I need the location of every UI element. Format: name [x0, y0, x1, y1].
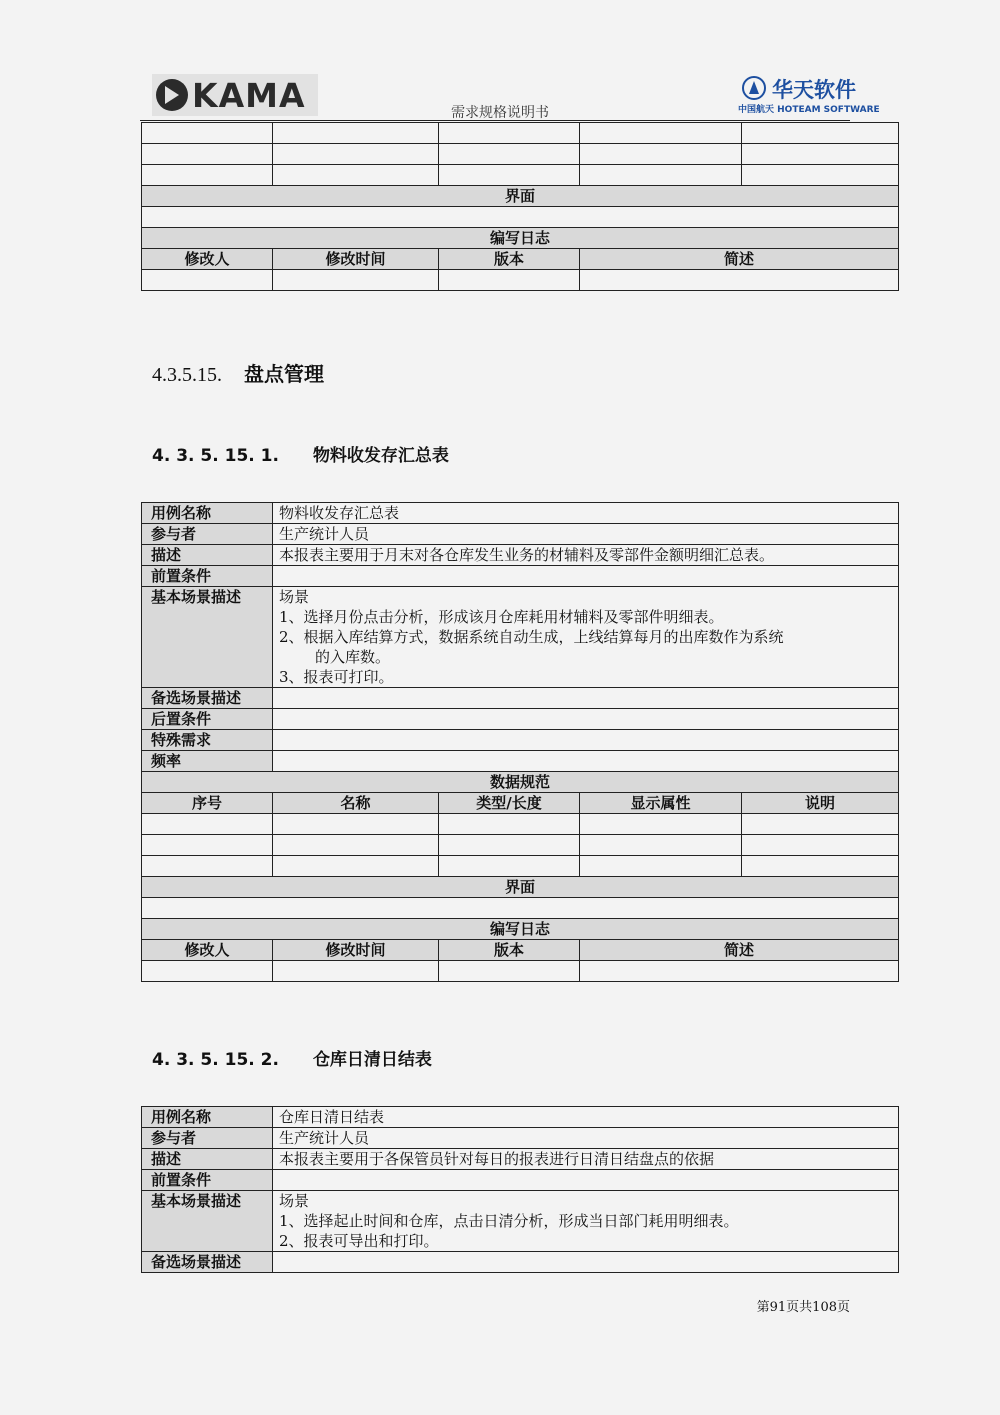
- use-case-table-2: [141, 1106, 899, 1273]
- hoteam-logo-text: 华天软件: [772, 78, 856, 102]
- scenario-step: 1、选择月份点击分析，形成该月仓库耗用材辅料及零部件明细表。: [279, 608, 724, 626]
- log-header-summary: 简述: [580, 940, 899, 961]
- log-header-time: 修改时间: [273, 249, 439, 270]
- table-row: [142, 270, 899, 291]
- subsection-heading-1: [152, 441, 449, 466]
- table-row: [142, 961, 899, 982]
- label-use-case-name: 用例名称: [142, 1107, 273, 1128]
- subsection-title: 仓库日清日结表: [312, 1050, 432, 1070]
- scenario-title: 场景: [279, 1192, 310, 1210]
- spec-header-display: 显示属性: [580, 793, 742, 814]
- label-basic-scenario: 基本场景描述: [142, 587, 273, 688]
- log-header-editor: 修改人: [142, 249, 273, 270]
- scenario-title: 场景: [279, 588, 310, 606]
- label-basic-scenario: 基本场景描述: [142, 1191, 273, 1252]
- table-row: [142, 165, 899, 186]
- label-description: 描述: [142, 1149, 273, 1170]
- table-row: [142, 123, 899, 144]
- label-precondition: 前置条件: [142, 566, 273, 587]
- continued-spec-table: [141, 122, 899, 291]
- scenario-step: 2、根据入库结算方式，数据系统自动生成，上线结算每月的出库数作为系统: [279, 628, 784, 646]
- log-header-editor: 修改人: [142, 940, 273, 961]
- section-heading: [152, 358, 324, 387]
- scenario-step: 2、报表可导出和打印。: [279, 1232, 439, 1250]
- log-section-header: 编写日志: [142, 919, 899, 940]
- value-actor: 生产统计人员: [273, 524, 899, 545]
- log-header-time: 修改时间: [273, 940, 439, 961]
- label-actor: 参与者: [142, 1128, 273, 1149]
- data-spec-header: 数据规范: [142, 772, 899, 793]
- use-case-table-1: [141, 502, 899, 982]
- log-header-version: 版本: [439, 249, 580, 270]
- header-divider: [140, 120, 850, 121]
- subsection-number: 4. 3. 5. 15. 2.: [152, 1050, 279, 1070]
- value-actor: 生产统计人员: [273, 1128, 899, 1149]
- label-postcondition: 后置条件: [142, 709, 273, 730]
- table-row: [142, 835, 899, 856]
- ui-section-header: 界面: [142, 186, 899, 207]
- log-header-summary: 简述: [580, 249, 899, 270]
- value-use-case-name: 仓库日清日结表: [273, 1107, 899, 1128]
- table-row: [142, 814, 899, 835]
- scenario-step: 1、选择起止时间和仓库，点击日清分析，形成当日部门耗用明细表。: [279, 1212, 739, 1230]
- value-use-case-name: 物料收发存汇总表: [273, 503, 899, 524]
- hoteam-logo: [738, 74, 880, 115]
- spec-header-type: 类型/长度: [439, 793, 580, 814]
- table-row: [142, 856, 899, 877]
- scenario-step: 3、报表可打印。: [279, 668, 394, 686]
- subsection-heading-2: [152, 1045, 432, 1070]
- value-basic-scenario: [273, 1191, 899, 1252]
- value-description: 本报表主要用于各保管员针对每日的报表进行日清日结盘点的依据: [273, 1149, 899, 1170]
- label-actor: 参与者: [142, 524, 273, 545]
- document-title: 需求规格说明书: [451, 105, 549, 121]
- hoteam-logo-icon: [742, 76, 766, 100]
- section-number: 4.3.5.15.: [152, 364, 222, 386]
- label-frequency: 频率: [142, 751, 273, 772]
- spec-header-seq: 序号: [142, 793, 273, 814]
- value-description: 本报表主要用于月末对各仓库发生业务的材辅料及零部件金额明细汇总表。: [273, 545, 899, 566]
- log-header-version: 版本: [439, 940, 580, 961]
- spec-header-name: 名称: [273, 793, 439, 814]
- subsection-number: 4. 3. 5. 15. 1.: [152, 446, 279, 466]
- label-special: 特殊需求: [142, 730, 273, 751]
- table-row: [142, 144, 899, 165]
- value-basic-scenario: [273, 587, 899, 688]
- spec-header-note: 说明: [742, 793, 899, 814]
- label-description: 描述: [142, 545, 273, 566]
- ui-section-header: 界面: [142, 877, 899, 898]
- subsection-title: 物料收发存汇总表: [312, 446, 449, 466]
- label-precondition: 前置条件: [142, 1170, 273, 1191]
- section-title: 盘点管理: [244, 362, 324, 386]
- label-alt-scenario: 备选场景描述: [142, 1252, 273, 1273]
- kama-logo: [152, 74, 318, 116]
- log-section-header: 编写日志: [142, 228, 899, 249]
- kama-logo-icon: [156, 79, 188, 111]
- label-alt-scenario: 备选场景描述: [142, 688, 273, 709]
- hoteam-logo-subtext: 中国航天 HOTEAM SOFTWARE: [738, 105, 880, 115]
- kama-logo-text: KAMA: [192, 75, 306, 115]
- page-number: 第91页共108页: [756, 1300, 850, 1315]
- scenario-step-continued: 的入库数。: [315, 648, 391, 666]
- label-use-case-name: 用例名称: [142, 503, 273, 524]
